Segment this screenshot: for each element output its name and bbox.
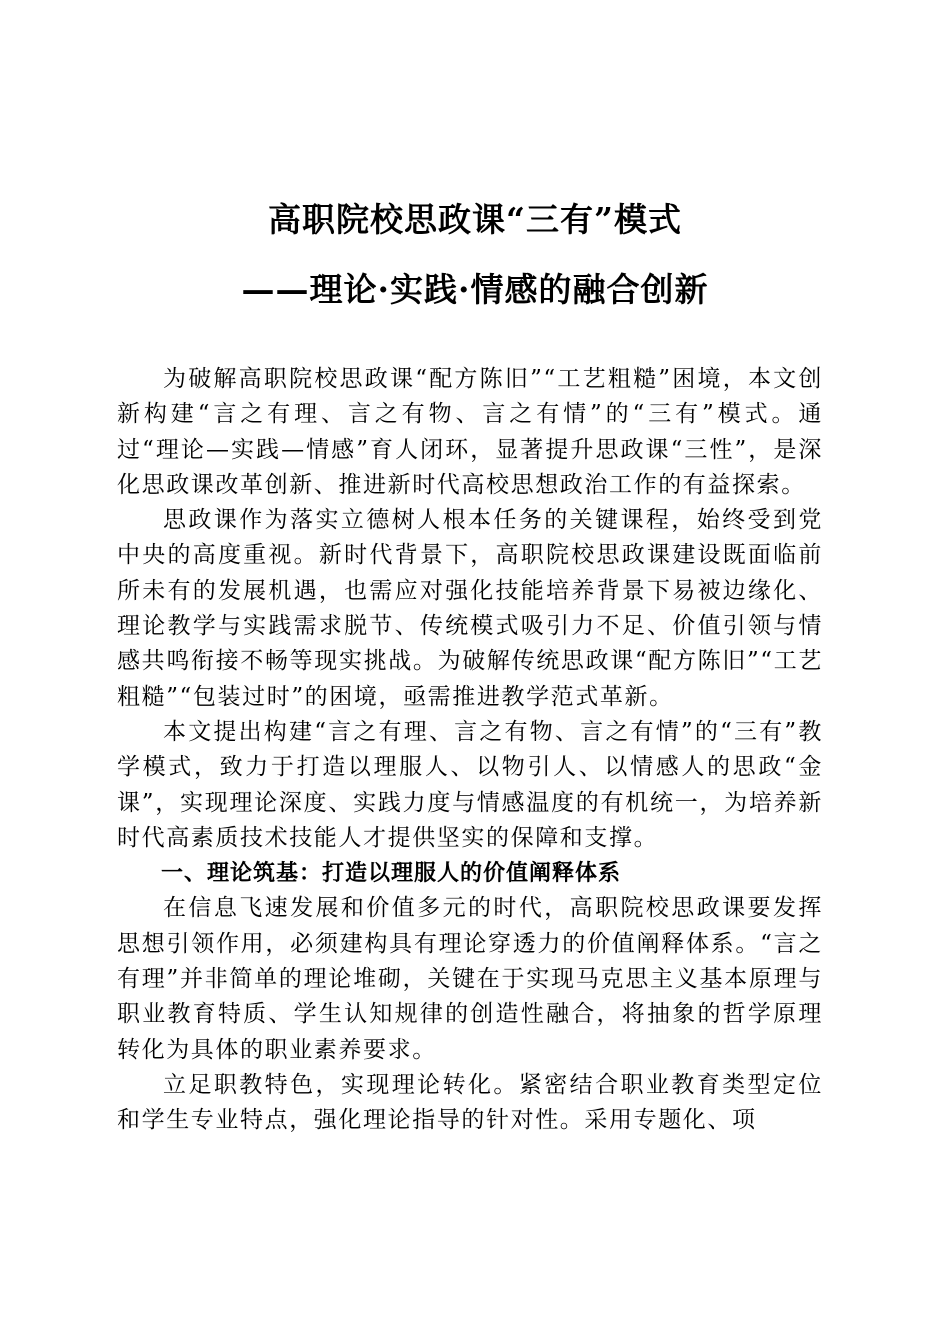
document-subtitle: ——理论·实践·情感的融合创新 [241, 270, 709, 309]
section-heading: 一、理论筑基：打造以理服人的价值阐释体系 [161, 861, 622, 887]
section-paragraph: 立足职教特色，实现理论转化。紧密结合职业教育类型定位和学生专业特点，强化理论指导的针对性。采用专题化、项 [117, 1071, 823, 1134]
document-title: 高职院校思政课“三有”模式 [268, 200, 682, 239]
abstract-paragraph: 为破解高职院校思政课“配方陈旧”“工艺粗糙”困境，本文创新构建“言之有理、言之有物、言之有情”的“三有”模式。通过“理论—实践—情感”育人闭环，显著提升思政课“三性”，是深化思政课改革创新、推进新时代高校思想政治工作的有益探索。 [117, 366, 823, 498]
intro-paragraph: 思政课作为落实立德树人根本任务的关键课程，始终受到党中央的高度重视。新时代背景下，高职院校思政课建设既面临前所未有的发展机遇，也需应对强化技能培养背景下易被边缘化、理论教学与实践需求脱节、传统模式吸引力不足、价值引领与情感共鸣衔接不畅等现实挑战。为破解传统思政课“配方陈旧”“工艺粗糙”“包装过时”的困境，亟需推进教学范式革新。 [117, 507, 823, 710]
document-body [117, 362, 823, 1139]
section-paragraph: 在信息飞速发展和价值多元的时代，高职院校思政课要发挥思想引领作用，必须建构具有理论穿透力的价值阐释体系。“言之有理”并非简单的理论堆砌，关键在于实现马克思主义基本原理与职业教育特质、学生认知规律的创造性融合，将抽象的哲学原理转化为具体的职业素养要求。 [117, 895, 823, 1063]
intro-paragraph: 本文提出构建“言之有理、言之有物、言之有情”的“三有”教学模式，致力于打造以理服人、以物引人、以情感人的思政“金课”，实现理论深度、实践力度与情感温度的有机统一，为培养新时代高素质技术技能人才提供坚实的保障和支撑。 [117, 718, 823, 851]
